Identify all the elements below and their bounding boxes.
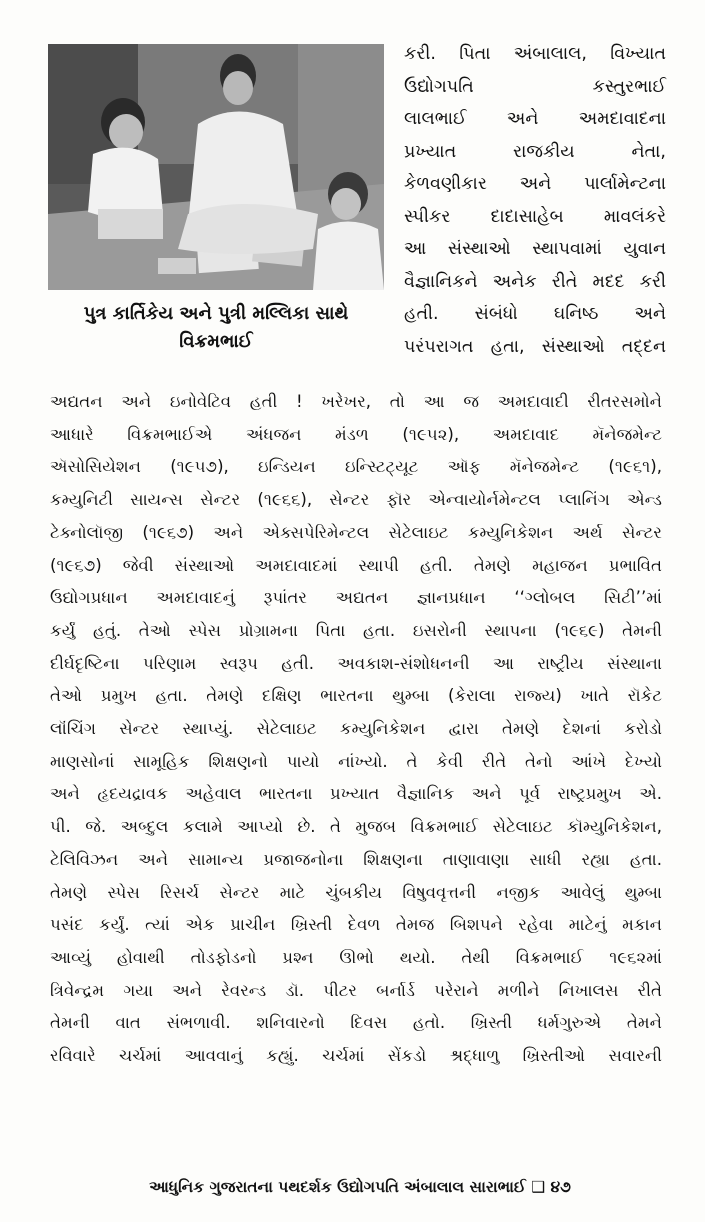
text-line: પી. જે. અબ્દુલ કલામે આપ્યો છે. તે મુજબ વિક્રમભાઈ સેટેલાઇટ કૉમ્યુનિકેશન, <box>50 817 662 837</box>
photo-caption <box>40 300 392 356</box>
text-line: તેમણે સ્પેસ રિસર્ચ સેન્ટર માટે ચુંબકીય વિષુવવૃત્તની નજીક આવેલું થુમ્બા <box>50 882 662 902</box>
text-line: ટેલિવિઝન અને સામાન્ય પ્રજાજનોના શિક્ષણના તાણાવાણા સાધી રહ્યા હતા. <box>50 849 662 869</box>
text-line: અદ્યતન અને ઇનોવેટિવ હતી ! ખરેખર, તો આ જ અમદાવાદી રીતરસમોને <box>50 392 662 411</box>
text-line: કેળવણીકાર અને પાર્લામેન્ટના <box>404 174 666 194</box>
text-line: આ સંસ્થાઓ સ્થાપવામાં યુવાન <box>404 239 666 259</box>
text-line: કરી. પિતા અંબાલાલ, વિખ્યાત <box>404 44 666 64</box>
body-paragraph <box>50 386 662 1073</box>
caption-line-2: વિક્રમભાઈ <box>179 331 253 352</box>
photo-illustration <box>48 44 384 290</box>
text-line: આવ્યું હોવાથી તોડફોડનો પ્રશ્ન ઊભો થયો. તેથી વિક્રમભાઈ ૧૯૬૨માં <box>50 947 662 967</box>
text-line: અને હૃદયદ્રાવક અહેવાલ ભારતના પ્રખ્યાત વૈજ્ઞાનિક અને પૂર્વ રાષ્ટ્રપ્રમુખ એ. <box>50 784 662 804</box>
text-line: ઍસોસિયેશન (૧૯૫૭), ઇન્ડિયન ઇન્સ્ટિટ્યૂટ ઑફ મૅનેજમેન્ટ (૧૯૬૧), <box>50 457 662 477</box>
text-line: તેમની વાત સંભળાવી. શનિવારનો દિવસ હતો. ખ્રિસ્તી ધર્મગુરુએ તેમને <box>50 1013 662 1033</box>
family-photo <box>48 44 384 290</box>
text-line: ઉદ્યોગપ્રધાન અમદાવાદનું રૂપાંતર અદ્યતન જ્ઞાનપ્રધાન ‘‘ગ્લોબલ સિટી’’માં <box>50 588 662 608</box>
text-line: પરંપરાગત હતા, સંસ્થાઓ તદ્દન <box>404 336 666 357</box>
text-line: સ્પીકર દાદાસાહેબ માવલંકરે <box>404 206 666 227</box>
right-column-text <box>404 38 666 363</box>
text-line: ટેક્નોલૉજી (૧૯૬૭) અને એક્સપેરિમેન્ટલ સેટેલાઇટ કમ્યુનિકેશન અર્થ સેન્ટર <box>50 522 662 542</box>
text-line: (૧૯૬૭) જેવી સંસ્થાઓ અમદાવાદમાં સ્થાપી હતી. તેમણે મહાજન પ્રભાવિત <box>50 555 662 575</box>
text-line: હતી. સંબંધો ઘનિષ્ઠ અને <box>404 304 666 324</box>
text-line: વૈજ્ઞાનિકને અનેક રીતે મદદ કરી <box>404 271 666 292</box>
text-line: ત્રિવેન્દ્રમ ગયા અને રેવરન્ડ ડૉ. પીટર બર્નાર્ડ પરેરાને મળીને નિખાલસ રીતે <box>50 980 662 1000</box>
text-line: કર્યું હતું. તેઓ સ્પેસ પ્રોગ્રામના પિતા હતા. ઇસરોની સ્થાપના (૧૯૬૯) તેમની <box>50 620 662 640</box>
text-line: લૉંચિંગ સેન્ટર સ્થાપ્યું. સેટેલાઇટ કમ્યુનિકેશન દ્વારા તેમણે દેશનાં કરોડો <box>50 719 662 739</box>
text-line: પસંદ કર્યું. ત્યાં એક પ્રાચીન ખ્રિસ્તી દેવળ તેમજ બિશપને રહેવા માટેનું મકાન <box>50 915 662 935</box>
text-line: દીર્ઘદૃષ્ટિના પરિણામ સ્વરૂપ હતી. અવકાશ-સંશોધનની આ રાષ્ટ્રીય સંસ્થાના <box>50 653 662 673</box>
text-line: રવિવારે ચર્ચમાં આવવાનું કહ્યું. ચર્ચમાં સેંકડો શ્રદ્ધાળુ ખ્રિસ્તીઓ સવારની <box>50 1046 662 1066</box>
text-line: કમ્યુનિટી સાયન્સ સેન્ટર (૧૯૬૬), સેન્ટર ફૉર એન્વાયોર્નમેન્ટલ પ્લાનિંગ એન્ડ <box>50 490 662 510</box>
text-line: પ્રખ્યાત રાજકીય નેતા, <box>404 141 666 162</box>
caption-line-1: પુત્ર કાર્તિકેય અને પુત્રી મલ્લિકા સાથે <box>83 303 349 324</box>
text-line: તેઓ પ્રમુખ હતા. તેમણે દક્ષિણ ભારતના થુમ્બા (કેરાલા રાજ્ય) ખાતે રૉકેટ <box>50 686 662 706</box>
text-line: આધારે વિક્રમભાઈએ અંધજન મંડળ (૧૯૫૨), અમદાવાદ મૅનેજમેન્ટ <box>50 424 662 444</box>
text-line: લાલભાઈ અને અમદાવાદના <box>404 109 666 129</box>
page-footer: આધુનિક ગુજરાતના પથદર્શક ઉદ્યોગપતિ અંબાલાલ સારાભાઈ ❑ ૪૭ <box>149 1178 571 1196</box>
text-line: માણસોનાં સામૂહિક શિક્ષણનો પાયો નાંખ્યો. તે કેવી રીતે તેનો આંખે દેખ્યો <box>50 751 662 771</box>
text-line: ઉદ્યોગપતિ કસ્તુરભાઈ <box>404 76 666 97</box>
